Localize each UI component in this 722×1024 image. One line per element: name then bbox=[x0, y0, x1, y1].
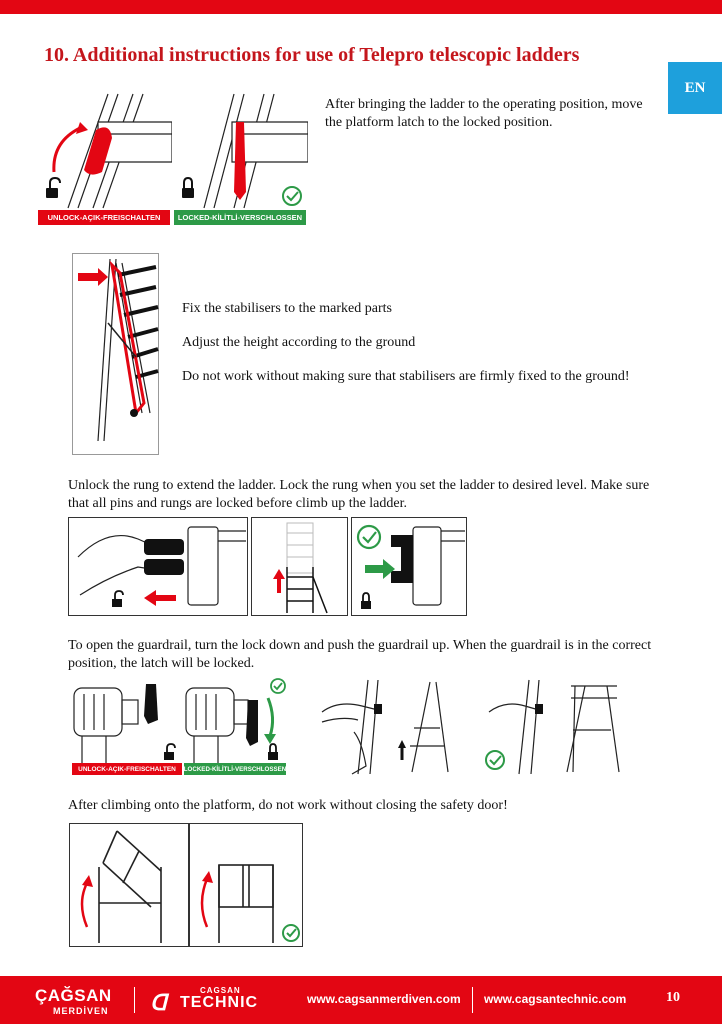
rung-unlock-illustration bbox=[68, 517, 248, 616]
footer bbox=[0, 976, 722, 1024]
stabiliser-instruction-2: Adjust the height according to the ground bbox=[182, 335, 416, 350]
guardrail-locked-illustration bbox=[184, 676, 288, 764]
unlock-icon bbox=[46, 178, 60, 198]
latch-instruction: After bringing the ladder to the operating position, move the platform latch to the locked position. bbox=[325, 97, 643, 130]
guardrail-locked-badge: LOCKED-KİLİTLİ-VERSCHLOSSEN bbox=[184, 763, 286, 775]
guardrail-locked-result-illustration bbox=[485, 676, 625, 776]
rung-instruction: Unlock the rung to extend the ladder. Lock the rung when you set the ladder to desired level. Make sure that all pins and rungs are locked before climb up the ladder. bbox=[68, 478, 650, 511]
safety-door-open-illustration bbox=[69, 823, 189, 947]
lock-icon bbox=[182, 178, 194, 198]
website-link-technic[interactable]: www.cagsantechnic.com bbox=[484, 992, 627, 1006]
guardrail-push-up-illustration bbox=[318, 676, 452, 776]
rung-locked-illustration bbox=[351, 517, 467, 616]
ladder-extend-illustration bbox=[251, 517, 348, 616]
unlock-badge: UNLOCK-AÇIK-FREISCHALTEN bbox=[38, 210, 170, 225]
guardrail-instruction: To open the guardrail, turn the lock down and push the guardrail up. When the guardrail is in the correct position, the latch will be locked. bbox=[68, 638, 652, 671]
safety-door-closed-illustration bbox=[189, 823, 303, 947]
guardrail-unlock-badge: UNLOCK-AÇIK-FREISCHALTEN bbox=[72, 763, 182, 775]
check-icon bbox=[283, 187, 301, 205]
locked-badge: LOCKED-KİLİTLİ-VERSCHLOSSEN bbox=[174, 210, 306, 225]
safety-door-warning: After climbing onto the platform, do not work without closing the safety door! bbox=[68, 798, 508, 813]
brand-name: ÇAĞSAN bbox=[35, 986, 112, 1005]
check-icon bbox=[486, 751, 504, 769]
stabiliser-warning: Do not work without making sure that stabilisers are firmly fixed to the ground! bbox=[182, 369, 630, 384]
platform-latch-unlock-illustration bbox=[38, 92, 172, 210]
lock-icon bbox=[268, 744, 278, 760]
brand-sub: MERDİVEN bbox=[53, 1006, 109, 1016]
brand2-small: CAGSAN bbox=[200, 986, 241, 995]
stabiliser-instruction-1: Fix the stabilisers to the marked parts bbox=[182, 301, 392, 316]
language-tab: EN bbox=[668, 62, 722, 114]
platform-latch-locked-illustration bbox=[174, 92, 308, 210]
brand2-big: TECHNIC bbox=[180, 994, 259, 1011]
technic-logo-icon: ᗡ bbox=[150, 990, 167, 1015]
check-icon bbox=[271, 679, 285, 693]
unlock-icon bbox=[164, 744, 175, 760]
stabiliser-ladder-illustration bbox=[72, 253, 159, 455]
website-link-merdiven[interactable]: www.cagsanmerdiven.com bbox=[307, 992, 461, 1006]
footer-divider bbox=[472, 987, 473, 1013]
page-number: 10 bbox=[666, 990, 680, 1005]
cagsan-merdiven-logo bbox=[35, 986, 112, 1016]
guardrail-unlock-illustration bbox=[72, 676, 182, 764]
footer-divider bbox=[134, 987, 135, 1013]
top-red-bar bbox=[0, 0, 722, 14]
page-title: 10. Additional instructions for use of Telepro telescopic ladders bbox=[44, 44, 580, 66]
